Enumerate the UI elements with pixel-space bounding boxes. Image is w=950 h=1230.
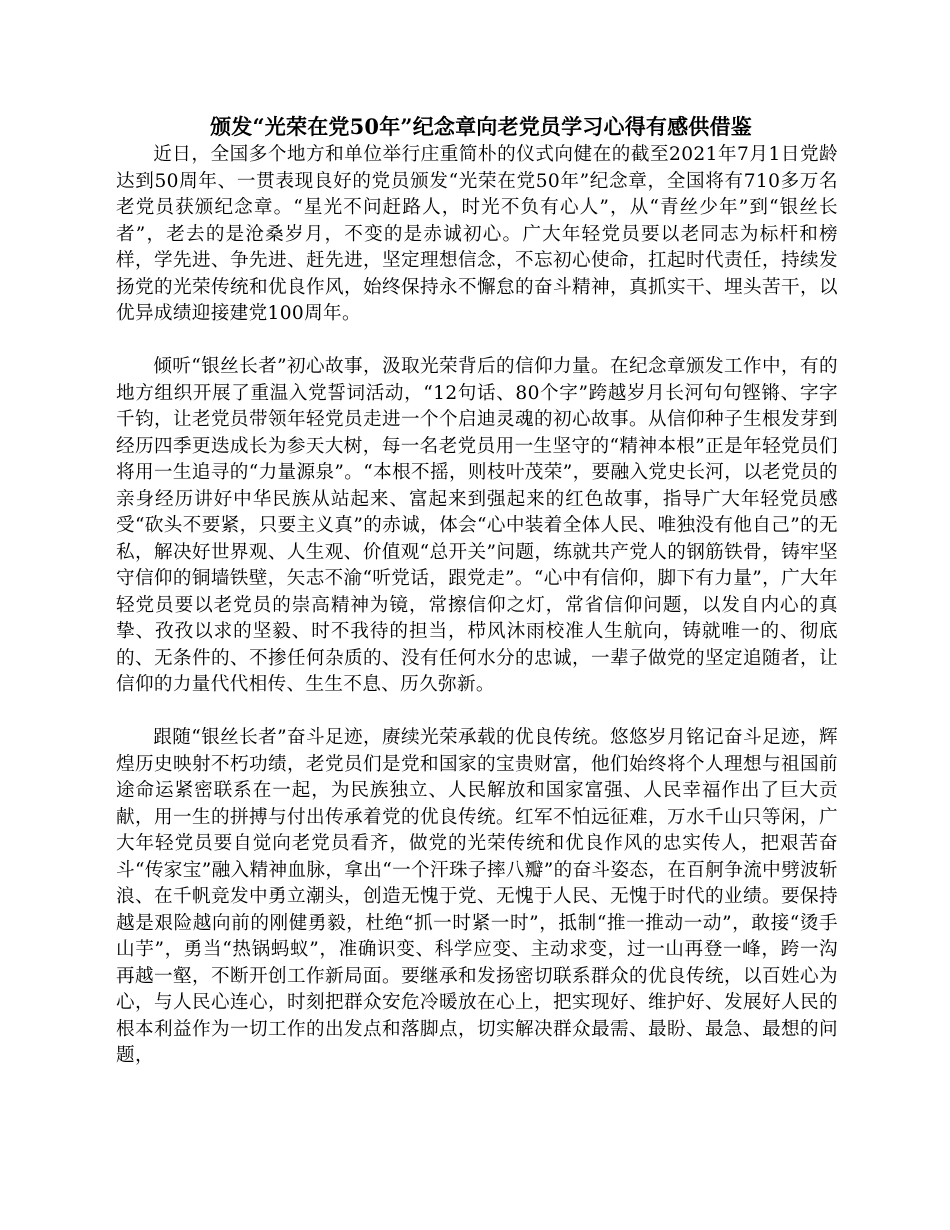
paragraph-2: 倾听“银丝长者”初心故事，汲取光荣背后的信仰力量。在纪念章颁发工作中，有的地方组织开展了重温入党誓词活动，“12句话、80个字”跨越岁月长河句句铿锵、字字千钧，让老党员带领年轻党员走进一个个启迪灵魂的初心故事。从信仰种子生根发芽到经历四季更迭成长为参天大树，每一名老党员用一生坚守的“精神本根”正是年轻党员们将用一生追寻的“力量源泉”。“本根不摇，则枝叶茂荣”，要融入党史长河，以老党员的亲身经历讲好中华民族从站起来、富起来到强起来的红色故事，指导广大年轻党员感受“砍头不要紧，只要主义真”的赤诚，体会“心中装着全体人民、唯独没有他自己”的无私，解决好世界观、人生观、价值观“总开关”问题，练就共产党人的钢筋铁骨，铸牢坚守信仰的铜墙铁壁，矢志不渝“听党话，跟党走”。“心中有信仰，脚下有力量”，广大年轻党员要以老党员的崇高精神为镜，常擦信仰之灯，常省信仰问题，以发自内心的真挚、孜孜以求的坚毅、时不我待的担当，栉风沐雨校准人生航向，铸就唯一的、彻底的、无条件的、不掺任何杂质的、没有任何水分的忠诚，一辈子做党的坚定追随者，让信仰的力量代代相传、生生不息、历久弥新。 [116, 356, 838, 695]
document-page [116, 112, 838, 1070]
paragraph-1: 近日，全国多个地方和单位举行庄重简朴的仪式向健在的截至2021年7月1日党龄达到50周年、一贯表现良好的党员颁发“光荣在党50年”纪念章，全国将有710多万名老党员获颁纪念章。“星光不问赶路人，时光不负有心人”，从“青丝少年”到“银丝长者”，老去的是沧桑岁月，不变的是赤诚初心。广大年轻党员要以老同志为标杆和榜样，学先进、争先进、赶先进，坚定理想信念，不忘初心使命，扛起时代责任，持续发扬党的光荣传统和优良作风，始终保持永不懈怠的奋斗精神，真抓实干、埋头苦干，以优异成绩迎接建党100周年。 [116, 144, 838, 324]
document-title: 颁发“光荣在党50年”纪念章向老党员学习心得有感供借鉴 [210, 114, 752, 139]
paragraph-3: 跟随“银丝长者”奋斗足迹，赓续光荣承载的优良传统。悠悠岁月铭记奋斗足迹，辉煌历史映射不朽功绩，老党员们是党和国家的宝贵财富，他们始终将个人理想与祖国前途命运紧密联系在一起，为民族独立、人民解放和国家富强、人民幸福作出了巨大贡献，用一生的拼搏与付出传承着党的优良传统。红军不怕远征难，万水千山只等闲，广大年轻党员要自觉向老党员看齐，做党的光荣传统和优良作风的忠实传人，把艰苦奋斗“传家宝”融入精神血脉，拿出“一个汗珠子摔八瓣”的奋斗姿态，在百舸争流中劈波斩浪、在千帆竞发中勇立潮头，创造无愧于党、无愧于人民、无愧于时代的业绩。要保持越是艰险越向前的刚健勇毅，杜绝“抓一时紧一时”，抵制“推一推动一动”，敢接“烫手山芋”，勇当“热锅蚂蚁”，准确识变、科学应变、主动求变，过一山再登一峰，跨一沟再越一壑，不断开创工作新局面。要继承和发扬密切联系群众的优良传统，以百姓心为心，与人民心连心，时刻把群众安危冷暖放在心上，把实现好、维护好、发展好人民的根本利益作为一切工作的出发点和落脚点，切实解决群众最需、最盼、最急、最想的问题， [116, 727, 838, 1066]
